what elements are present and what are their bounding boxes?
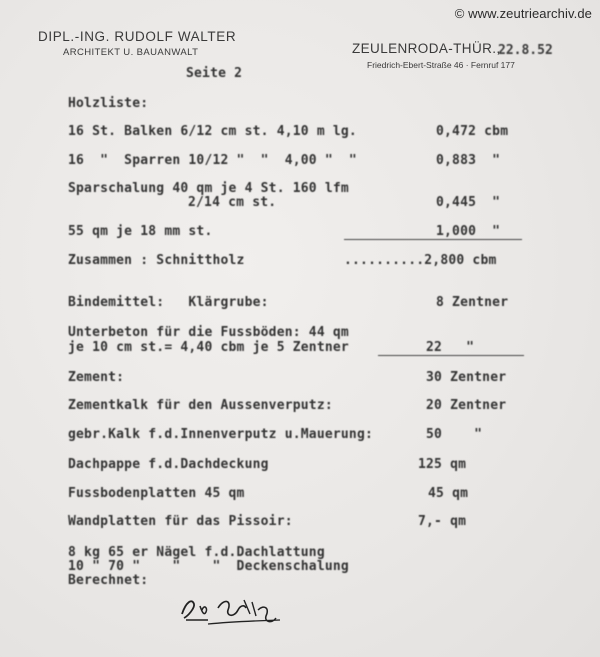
letterhead-city: ZEULENRODA-THÜR., bbox=[352, 41, 501, 56]
row-desc: Unterbeton für die Fussböden: 44 qm bbox=[68, 325, 349, 340]
row-value: 7,- qm bbox=[418, 514, 467, 529]
row-desc: Zement: bbox=[68, 370, 125, 385]
sum-rule bbox=[344, 239, 522, 240]
row-value: 125 qm bbox=[418, 457, 467, 472]
row-desc: Dachpappe f.d.Dachdeckung bbox=[68, 457, 269, 472]
row-desc: 16 St. Balken 6/12 cm st. 4,10 m lg. bbox=[68, 124, 357, 139]
page-label: Seite 2 bbox=[186, 66, 243, 81]
row-desc: 10 " 70 " " " Deckenschalung bbox=[68, 559, 349, 574]
row-value: 0,472 cbm bbox=[436, 124, 509, 139]
row-value: 0,883 " bbox=[436, 153, 501, 168]
watermark: © www.zeutriearchiv.de bbox=[454, 6, 592, 21]
letterhead-subtitle: ARCHITEKT U. BAUANWALT bbox=[63, 47, 199, 58]
row-value: 45 qm bbox=[428, 486, 469, 501]
row-value: 0,445 " bbox=[436, 195, 501, 210]
row-total-value: ..........2,800 cbm bbox=[344, 253, 497, 268]
row-value: 22 " bbox=[426, 340, 475, 355]
row-desc: Zementkalk für den Aussenverputz: bbox=[68, 398, 333, 413]
row-value: 20 Zentner bbox=[426, 398, 507, 413]
row-desc: 2/14 cm st. bbox=[188, 195, 277, 210]
row-desc: 8 kg 65 er Nägel f.d.Dachlattung bbox=[68, 545, 325, 560]
row-value: 30 Zentner bbox=[426, 370, 507, 385]
row-desc: gebr.Kalk f.d.Innenverputz u.Mauerung: bbox=[68, 427, 374, 442]
letterhead-address: Friedrich-Ebert-Straße 46 · Fernruf 177 bbox=[367, 60, 515, 70]
list-heading: Holzliste: bbox=[68, 96, 149, 111]
row-desc: Sparschalung 40 qm je 4 St. 160 lfm bbox=[68, 181, 349, 196]
letterhead-date: 22.8.52 bbox=[498, 43, 553, 58]
handwritten-signature bbox=[178, 590, 288, 630]
row-total-desc: Zusammen : Schnittholz bbox=[68, 253, 245, 268]
computed-by-label: Berechnet: bbox=[68, 573, 149, 588]
row-desc: Fussbodenplatten 45 qm bbox=[68, 486, 245, 501]
row-desc: 16 " Sparren 10/12 " " 4,00 " " bbox=[68, 153, 357, 168]
row-value: 1,000 " bbox=[436, 224, 501, 239]
underline-rule bbox=[378, 355, 524, 356]
row-value: 50 " bbox=[426, 427, 483, 442]
letterhead-name: DIPL.-ING. RUDOLF WALTER bbox=[38, 29, 237, 44]
row-desc: Bindemittel: Klärgrube: bbox=[68, 295, 269, 310]
row-desc: 55 qm je 18 mm st. bbox=[68, 224, 213, 239]
row-desc: Wandplatten für das Pissoir: bbox=[68, 514, 293, 529]
row-value: 8 Zentner bbox=[436, 295, 509, 310]
row-desc: je 10 cm st.= 4,40 cbm je 5 Zentner bbox=[68, 340, 349, 355]
